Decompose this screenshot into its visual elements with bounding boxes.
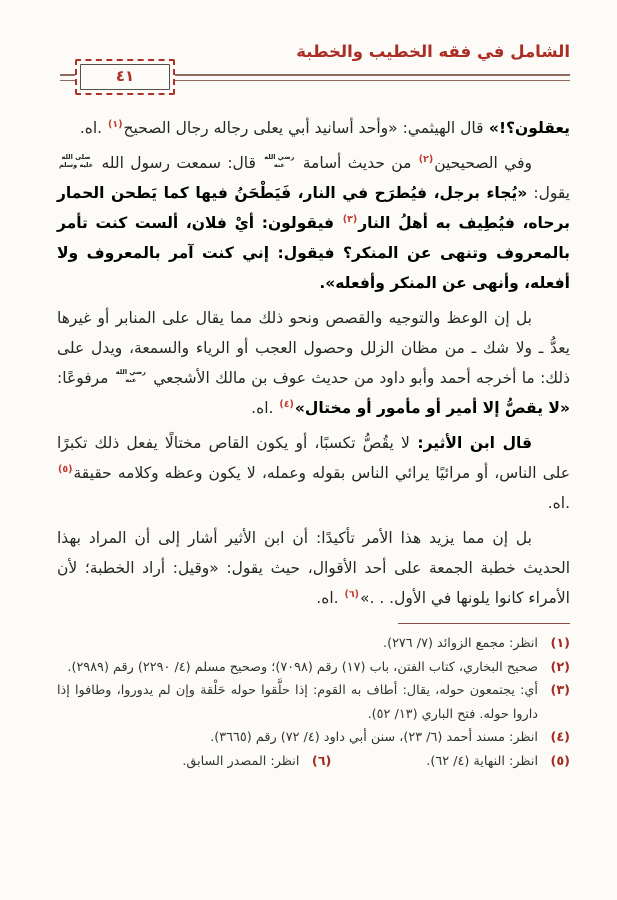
footnote-number: (٢) [550,659,570,675]
footnote-text: انظر: النهاية (٤/ ٦٢). [426,753,538,769]
footnote-ref: (٥) [58,464,73,475]
body-paragraph [57,303,570,423]
footnotes [57,632,570,773]
text-run: .اه. [547,494,570,512]
text-run: يعقلون؟!» [483,119,570,137]
footnote-text: صحيح البخاري، كتاب الفتن، باب (١٧) رقم (٧٠٩٨)؛ وصحيح مسلم (٤/ ٢٢٩٠) رقم (٢٩٨٩). [67,659,538,675]
footnote-item [57,656,570,680]
footnote-item [57,632,570,656]
body-paragraph [57,148,570,298]
footnote-ref: (٣) [342,214,358,225]
footnote-separator [398,623,570,624]
honorific-line: عنه [273,160,285,169]
text-run: يقول: [527,184,570,202]
footnote-item [57,679,570,726]
text-run: لا يقُصُّ تكسبًا، أو يكون القاص مختالًا يفعل ذلك تكبرًا على الناس، أو مرائيًا يرائي الناس بقوله وعمله، لا يكون وعظه وكلامه حقيقة [57,434,570,482]
text-run: .اه. [79,119,108,137]
text-run: مرفوعًا: [57,369,114,387]
text-run: .اه. [251,399,279,417]
book-title: الشامل في فقه الخطيب والخطبة [296,42,570,61]
body-paragraph [57,428,570,518]
footnote-ref: (١) [108,119,123,130]
body-text [57,113,570,613]
footnote-text: انظر: مجمع الزوائد (٧/ ٢٧٦). [383,636,538,651]
page-number-frame [80,64,170,90]
page-header [0,0,617,99]
honorific-line: صلى الله [61,153,91,162]
footnote-number: (٥) [550,753,570,769]
footnote-number: (٤) [550,730,570,745]
footnote-ref: (٦) [344,589,359,600]
footnote-text: انظر: مسند أحمد (٦/ ٢٣)، سنن أبي داود (٤/ ٧٢) رقم (٣٦٦٥). [210,730,538,745]
footnote-text: أي: يجتمعون حوله، يقال: أطاف به القوم: إذا حلَّقوا حوله حَلْقة وإن لم يدوروا، وطافوا إذا داروا حوله. فتح الباري (١٣/ ٥٢). [57,683,538,722]
page-number: ٤١ [115,66,135,85]
text-run: قال: سمعت رسول الله [95,154,263,172]
footnote-row [57,750,570,774]
page-number-box [75,59,175,95]
footnote-row [57,632,570,656]
honorific-line: رضي الله [264,153,295,162]
footnote-row [57,656,570,680]
honorific-line: عليه وسلم [59,160,94,169]
footnote-text: انظر: المصدر السابق. [182,753,300,769]
text-run: وفي الصحيحين [434,154,532,172]
footnote-number: (٣) [550,683,570,698]
radi-allahu-anhu-symbol [264,154,294,169]
text-run: قال ابن الأثير: [409,434,532,452]
footnote-number: (١) [550,636,570,651]
footnotes-section [57,623,570,773]
footnote-item [57,750,331,774]
text-run: .اه. [316,589,344,607]
text-run: «لا يقصُّ إلا أمير أو مأمور أو مختال» [294,399,570,417]
text-run: من حديث أسامة [296,154,418,172]
footnote-item [57,726,570,750]
footnote-number: (٦) [311,753,332,769]
header-rule-right-segment [175,74,570,81]
body-paragraph [57,113,570,143]
honorific-line: رضي الله [115,368,146,377]
text-run: قال الهيثمي: «وأحد أسانيد أبي يعلى رجاله رجال الصحيح [123,119,484,137]
text-run: بل إن مما يزيد هذا الأمر تأكيدًا: أن ابن الأثير أشار إلى أن المراد بهذا الحديث خطبة الجمعة على أحد الأقوال، حيث يقول: «وقيل: أراد الخطبة؛ لأن الأمراء كانوا يلونها في الأول. . .» [57,529,570,607]
footnote-row [57,679,570,726]
footnote-item [331,750,570,774]
text-run: «يُجاء برجل، فيُطرَح في النار، فَيَطْحَنُ فيها كما يَطحن الحمار برحاه، فيُطِيف به أهلُ النار [57,184,570,232]
footnote-ref: (٤) [279,399,294,410]
body-paragraph [57,523,570,613]
header-rule-left-segment [60,74,75,81]
footnote-ref: (٢) [418,154,434,165]
sallallahu-alayhi-wasallam-symbol [59,154,93,169]
radi-allahu-anhu-symbol [116,369,146,384]
honorific-line: عنه [125,375,137,384]
text-run: بل إن الوعظ والتوجيه والقصص ونحو ذلك مما يقال على المنابر أو غيرها يعدُّ ـ ولا شك ـ من مظان الزلل وحصول العجب أو الرياء والسمعة، ويدل على ذلك: ما أخرجه أحمد وأبو داود من حديث عوف بن مالك الأشجعي [57,309,570,387]
footnote-row [57,726,570,750]
text-run: فيقولون: أيْ فلان، ألست كنت تأمر بالمعروف وتنهى عن المنكر؟ فيقول: إني كنت آمر بالمعروف ولا أفعله، وأنهى عن المنكر وأفعله». [57,214,570,292]
